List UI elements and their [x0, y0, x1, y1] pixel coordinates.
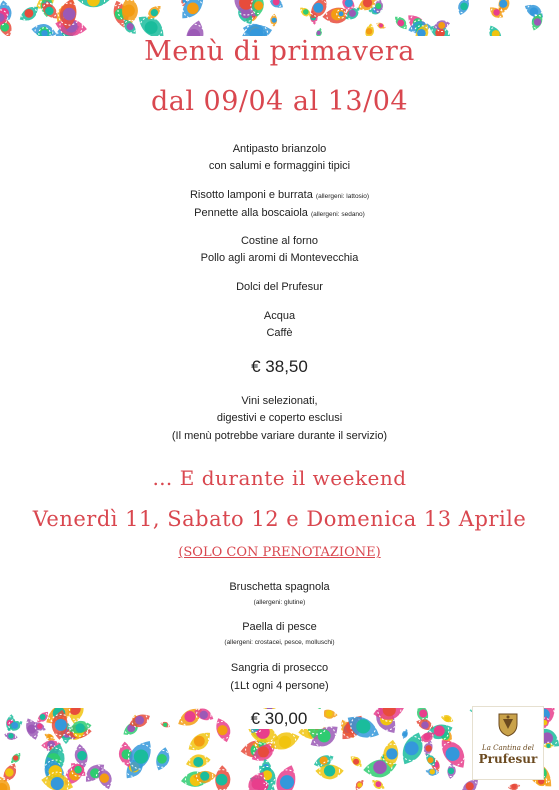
banner-bottom-motif: [3, 731, 18, 741]
antipasto-line-1: Antipasto brianzolo: [232, 143, 327, 155]
note-line-3: (Il menù potrebbe variare durante il servizio): [171, 430, 388, 442]
logo-line-2: Prufesur: [478, 752, 538, 766]
note-line-2: digestivi e coperto esclusi: [216, 412, 343, 424]
menu-price: € 38,50: [251, 357, 308, 376]
banner-top-motif: [176, 0, 207, 23]
crest-icon: [473, 711, 543, 742]
banner-bottom-motif: [9, 751, 23, 766]
banner-bottom-motif: [348, 753, 364, 769]
logo-line-1: La Cantina del: [482, 744, 534, 752]
secondo-line-2: Pollo agli aromi di Montevecchia: [200, 252, 359, 264]
menu-dates: dal 09/04 al 13/04: [150, 86, 409, 117]
banner-bottom-motif: [213, 716, 234, 744]
secondo-line-1: Costine al forno: [240, 235, 319, 247]
banner-top-motif: [77, 0, 109, 11]
banner-top-motif: [182, 18, 208, 36]
banner-bottom-motif: [371, 708, 407, 724]
primo-1: [0, 189, 559, 201]
banner-top-motif: [392, 13, 410, 31]
banner-bottom-motif: [153, 746, 172, 773]
banner-top-motif: [266, 0, 285, 11]
primo-2: [0, 207, 559, 219]
weekend-item-3: Sangria di prosecco: [230, 662, 329, 674]
banner-bottom-motif: [185, 752, 212, 770]
weekend-heading: … E durante il weekend: [152, 466, 407, 490]
weekend-item-1-allergen: (allergeni: glutine): [253, 599, 306, 606]
banner-bottom-motif: [185, 728, 215, 756]
weekend-item-1: Bruschetta spagnola: [229, 581, 330, 593]
caffe-line: Caffè: [266, 327, 293, 339]
menu-title: Menù di primavera: [144, 36, 415, 67]
banner-bottom-motif: [212, 765, 232, 790]
banner-top-motif: [270, 14, 279, 27]
weekend-price: € 30,00: [234, 709, 324, 729]
acqua-line: Acqua: [263, 310, 296, 322]
booking-note: (SOLO CON PRENOTAZIONE): [178, 545, 381, 560]
banner-bottom-motif: [507, 782, 520, 790]
banner-top-motif: [455, 0, 472, 17]
weekend-item-2-allergen: (allergeni: crostacei, pesce, molluschi): [224, 639, 335, 646]
primo-2-name: Pennette alla boscaiola: [194, 207, 308, 219]
antipasto-line-2: con salumi e formaggini tipici: [208, 160, 351, 172]
restaurant-logo: [472, 706, 544, 780]
note-line-1: Vini selezionati,: [241, 395, 318, 407]
weekend-dates: Venerdì 11, Sabato 12 e Domenica 13 Aprile: [32, 507, 527, 531]
primo-1-allergen: (allergeni: lattosio): [315, 193, 370, 200]
banner-top-motif: [485, 23, 504, 36]
paisley-banner-top: [0, 0, 559, 36]
weekend-item-3-detail: (1Lt ogni 4 persone): [230, 680, 329, 692]
weekend-item-2: Paella di pesce: [242, 621, 317, 633]
dolci-line: Dolci del Prufesur: [236, 281, 323, 293]
banner-bottom-motif: [440, 713, 455, 724]
primo-1-name: Risotto lamponi e burrata: [189, 189, 313, 201]
banner-top-motif: [375, 21, 387, 31]
banner-top-motif: [364, 23, 376, 36]
primo-2-allergen: (allergeni: sedano): [310, 211, 365, 218]
banner-bottom-motif: [160, 720, 171, 728]
banner-bottom-motif: [272, 763, 299, 790]
banner-top-motif: [314, 27, 323, 36]
banner-bottom-motif: [353, 778, 366, 790]
